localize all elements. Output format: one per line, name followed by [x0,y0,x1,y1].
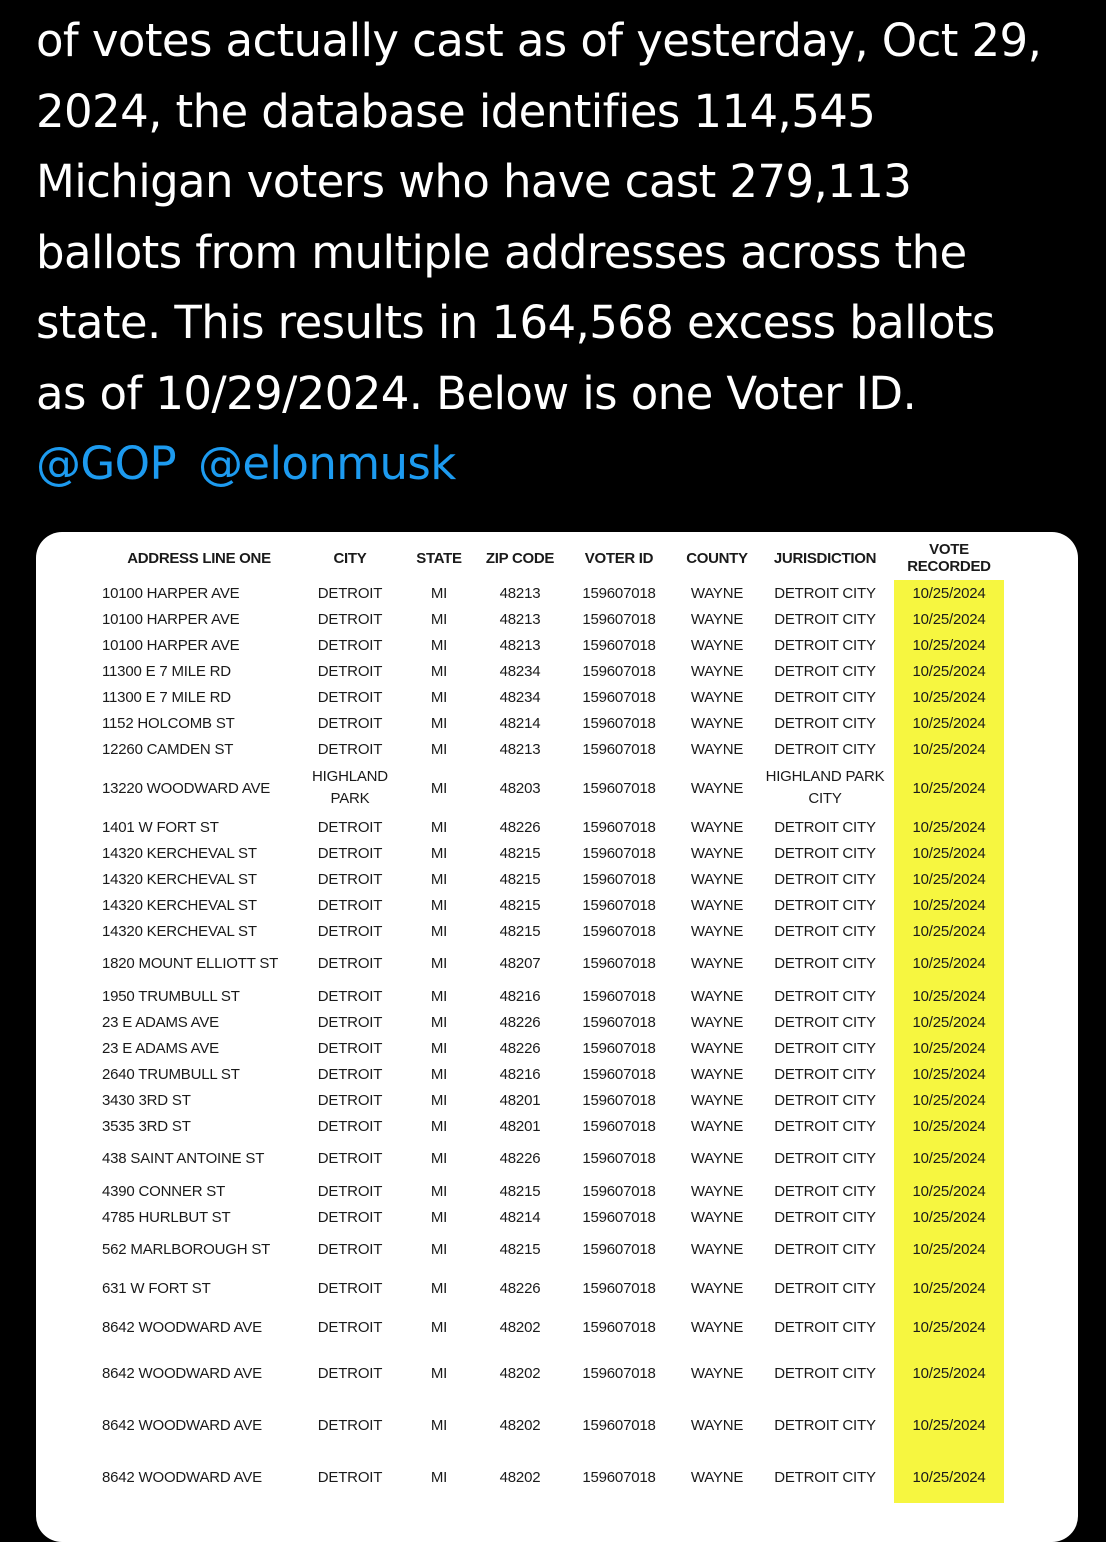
address-cell: 1950 TRUMBULL ST [102,987,240,1005]
state-cell: MI [430,1039,448,1057]
city-cell: DETROIT [317,1091,383,1109]
table-row [96,580,1004,606]
table-row [96,762,1004,814]
vote-recorded-cell: 10/25/2024 [894,840,1004,866]
address-cell: 562 MARLBOROUGH ST [102,1241,271,1258]
column-header-vote-recorded: VOTE RECORDED [894,536,1004,580]
county-cell: WAYNE [690,1416,744,1434]
vote-recorded-cell: 10/25/2024 [894,983,1004,1009]
address-cell: 14320 KERCHEVAL ST [102,896,257,914]
zip-cell: 48215 [499,1182,541,1200]
state-cell: MI [430,584,448,602]
post-line: as of 10/29/2024. Below is one Voter ID. [36,366,917,420]
jurisdiction-cell: DETROIT CITY [774,1319,876,1336]
city-cell: DETROIT [317,896,383,914]
county-cell: WAYNE [690,1319,744,1336]
table-row [96,1308,1004,1347]
city-cell: DETROIT [317,1416,383,1434]
city-cell: DETROIT [317,987,383,1005]
jurisdiction-cell: DETROIT CITY [774,870,876,888]
vote-recorded-cell: 10/25/2024 [894,1230,1004,1269]
voter-id-cell: 159607018 [582,844,656,862]
jurisdiction-cell: DETROIT CITY [774,584,876,602]
city-cell: DETROIT [317,740,383,758]
table-row [96,1269,1004,1308]
zip-cell: 48226 [499,1013,541,1031]
jurisdiction-cell: DETROIT CITY [774,1182,876,1200]
state-cell: MI [430,1416,448,1434]
jurisdiction-cell: DETROIT CITY [774,1150,876,1167]
zip-cell: 48213 [499,610,541,628]
voter-id-cell: 159607018 [582,870,656,888]
address-cell: 8642 WOODWARD AVE [102,1364,262,1382]
jurisdiction-cell: DETROIT CITY [774,610,876,628]
voter-id-cell: 159607018 [582,1416,656,1434]
jurisdiction-cell: DETROIT CITY [774,1241,876,1258]
jurisdiction-cell: DETROIT CITY [774,1208,876,1226]
county-cell: WAYNE [690,740,744,758]
city-cell: DETROIT [317,1182,383,1200]
state-cell: MI [430,688,448,706]
table-row [96,944,1004,983]
city-cell: DETROIT [317,922,383,940]
county-cell: WAYNE [690,1280,744,1297]
state-cell: MI [430,740,448,758]
jurisdiction-cell: DETROIT CITY [774,922,876,940]
voter-id-cell: 159607018 [582,779,656,797]
jurisdiction-cell: DETROIT CITY [774,1280,876,1297]
table-row [96,1451,1004,1503]
county-cell: WAYNE [690,636,744,654]
post-line: state. This results in 164,568 excess ballots [36,296,995,349]
jurisdiction-cell: DETROIT CITY [774,987,876,1005]
voter-id-cell: 159607018 [582,1065,656,1083]
county-cell: WAYNE [690,610,744,628]
vote-recorded-cell: 10/25/2024 [894,580,1004,606]
jurisdiction-cell: DETROIT CITY [774,740,876,758]
state-cell: MI [430,955,448,972]
state-cell: MI [430,1150,448,1167]
vote-recorded-cell: 10/25/2024 [894,762,1004,814]
state-cell: MI [430,1468,448,1486]
county-cell: WAYNE [690,870,744,888]
voter-id-cell: 159607018 [582,584,656,602]
voter-id-cell: 159607018 [582,740,656,758]
table-row [96,1113,1004,1139]
county-cell: WAYNE [690,1364,744,1382]
table-row [96,1087,1004,1113]
table-body [96,580,1004,1503]
state-cell: MI [430,662,448,680]
state-cell: MI [430,779,448,797]
voter-id-cell: 159607018 [582,818,656,836]
table-row [96,1061,1004,1087]
column-header-jurisdiction: JURISDICTION [773,549,877,567]
voter-id-cell: 159607018 [582,1208,656,1226]
zip-cell: 48215 [499,1241,541,1258]
vote-recorded-cell: 10/25/2024 [894,736,1004,762]
jurisdiction-cell: HIGHLAND PARK CITY [765,768,885,807]
zip-cell: 48216 [499,1065,541,1083]
voter-id-cell: 159607018 [582,896,656,914]
state-cell: MI [430,896,448,914]
vote-recorded-cell: 10/25/2024 [894,866,1004,892]
post-line: of votes actually cast as of yesterday, Oct 29, [36,14,1042,67]
zip-cell: 48234 [499,662,541,680]
vote-recorded-cell: 10/25/2024 [894,1269,1004,1308]
zip-cell: 48202 [499,1319,541,1336]
jurisdiction-cell: DETROIT CITY [774,1013,876,1031]
voter-id-cell: 159607018 [582,636,656,654]
vote-recorded-cell: 10/25/2024 [894,1204,1004,1230]
post-body [36,6,1076,500]
county-cell: WAYNE [690,1208,744,1226]
state-cell: MI [430,1241,448,1258]
voter-id-cell: 159607018 [582,1241,656,1258]
mention-gop-link[interactable]: @GOP [36,437,177,490]
state-cell: MI [430,870,448,888]
state-cell: MI [430,714,448,732]
jurisdiction-cell: DETROIT CITY [774,688,876,706]
voter-id-cell: 159607018 [582,1013,656,1031]
county-cell: WAYNE [690,1150,744,1167]
voter-id-cell: 159607018 [582,922,656,940]
vote-recorded-cell: 10/25/2024 [894,1087,1004,1113]
zip-cell: 48213 [499,636,541,654]
zip-cell: 48215 [499,896,541,914]
zip-cell: 48201 [499,1091,541,1109]
county-cell: WAYNE [690,818,744,836]
address-cell: 438 SAINT ANTOINE ST [102,1150,265,1167]
voter-id-cell: 159607018 [582,1319,656,1336]
jurisdiction-cell: DETROIT CITY [774,1065,876,1083]
vote-recorded-cell: 10/25/2024 [894,1308,1004,1347]
address-cell: 10100 HARPER AVE [102,584,240,602]
jurisdiction-cell: DETROIT CITY [774,818,876,836]
zip-cell: 48207 [499,955,541,972]
state-cell: MI [430,1319,448,1336]
city-cell: DETROIT [317,1280,383,1297]
vote-recorded-cell: 10/25/2024 [894,1035,1004,1061]
city-cell: DETROIT [317,688,383,706]
city-cell: DETROIT [317,610,383,628]
zip-cell: 48201 [499,1117,541,1135]
state-cell: MI [430,1182,448,1200]
table-row [96,606,1004,632]
mention-elonmusk-link[interactable]: @elonmusk [198,437,456,490]
jurisdiction-cell: DETROIT CITY [774,1468,876,1486]
table-row [96,658,1004,684]
county-cell: WAYNE [690,1182,744,1200]
county-cell: WAYNE [690,955,744,972]
voter-id-cell: 159607018 [582,662,656,680]
city-cell: DETROIT [317,1013,383,1031]
address-cell: 10100 HARPER AVE [102,610,240,628]
county-cell: WAYNE [690,688,744,706]
state-cell: MI [430,844,448,862]
zip-cell: 48234 [499,688,541,706]
zip-cell: 48202 [499,1416,541,1434]
county-cell: WAYNE [690,779,744,797]
address-cell: 14320 KERCHEVAL ST [102,844,257,862]
address-cell: 631 W FORT ST [102,1280,211,1297]
county-cell: WAYNE [690,1013,744,1031]
table-row [96,1139,1004,1178]
city-cell: DETROIT [317,870,383,888]
county-cell: WAYNE [690,662,744,680]
table-row [96,918,1004,944]
post-line: Michigan voters who have cast 279,113 [36,155,912,208]
column-header-state: STATE [416,549,462,567]
address-cell: 3535 3RD ST [102,1117,191,1135]
address-cell: 4785 HURLBUT ST [102,1208,231,1226]
vote-recorded-cell: 10/25/2024 [894,632,1004,658]
county-cell: WAYNE [690,1091,744,1109]
city-cell: DETROIT [317,1117,383,1135]
vote-recorded-cell: 10/25/2024 [894,1009,1004,1035]
city-cell: DETROIT [317,584,383,602]
state-cell: MI [430,1091,448,1109]
county-cell: WAYNE [690,922,744,940]
table-row [96,1399,1004,1451]
address-cell: 3430 3RD ST [102,1091,191,1109]
table-row [96,1204,1004,1230]
zip-cell: 48226 [499,818,541,836]
city-cell: HIGHLAND PARK [312,768,388,807]
address-cell: 12260 CAMDEN ST [102,740,234,758]
column-header-zip: ZIP CODE [485,549,555,567]
table-row [96,736,1004,762]
address-cell: 10100 HARPER AVE [102,636,240,654]
zip-cell: 48215 [499,870,541,888]
table-row [96,632,1004,658]
voter-id-cell: 159607018 [582,987,656,1005]
jurisdiction-cell: DETROIT CITY [774,1039,876,1057]
state-cell: MI [430,922,448,940]
column-header-county: COUNTY [686,549,748,567]
county-cell: WAYNE [690,1241,744,1258]
state-cell: MI [430,987,448,1005]
address-cell: 1401 W FORT ST [102,818,219,836]
voter-id-cell: 159607018 [582,688,656,706]
voter-id-cell: 159607018 [582,1117,656,1135]
city-cell: DETROIT [317,636,383,654]
table-row [96,710,1004,736]
jurisdiction-cell: DETROIT CITY [774,636,876,654]
zip-cell: 48216 [499,987,541,1005]
vote-recorded-cell: 10/25/2024 [894,1451,1004,1503]
state-cell: MI [430,1065,448,1083]
city-cell: DETROIT [317,1319,383,1336]
jurisdiction-cell: DETROIT CITY [774,1117,876,1135]
county-cell: WAYNE [690,987,744,1005]
vote-recorded-cell: 10/25/2024 [894,1139,1004,1178]
zip-cell: 48226 [499,1150,541,1167]
table-header-row [96,536,1004,580]
address-cell: 11300 E 7 MILE RD [102,662,231,680]
vote-recorded-cell: 10/25/2024 [894,710,1004,736]
vote-recorded-cell: 10/25/2024 [894,1061,1004,1087]
vote-recorded-cell: 10/25/2024 [894,1347,1004,1399]
table-row [96,1178,1004,1204]
city-cell: DETROIT [317,955,383,972]
county-cell: WAYNE [690,1117,744,1135]
jurisdiction-cell: DETROIT CITY [774,714,876,732]
jurisdiction-cell: DETROIT CITY [774,1416,876,1434]
voter-id-cell: 159607018 [582,714,656,732]
address-cell: 2640 TRUMBULL ST [102,1065,240,1083]
county-cell: WAYNE [690,844,744,862]
address-cell: 8642 WOODWARD AVE [102,1468,262,1486]
state-cell: MI [430,1117,448,1135]
state-cell: MI [430,636,448,654]
address-cell: 8642 WOODWARD AVE [102,1319,262,1336]
city-cell: DETROIT [317,1208,383,1226]
state-cell: MI [430,1208,448,1226]
vote-recorded-cell: 10/25/2024 [894,1399,1004,1451]
address-cell: 11300 E 7 MILE RD [102,688,231,706]
vote-recorded-cell: 10/25/2024 [894,658,1004,684]
city-cell: DETROIT [317,714,383,732]
jurisdiction-cell: DETROIT CITY [774,662,876,680]
column-header-voter-id: VOTER ID [584,549,654,567]
voter-id-cell: 159607018 [582,1182,656,1200]
state-cell: MI [430,1280,448,1297]
zip-cell: 48214 [499,714,541,732]
voter-id-cell: 159607018 [582,1091,656,1109]
table-row [96,840,1004,866]
zip-cell: 48203 [499,779,541,797]
city-cell: DETROIT [317,1241,383,1258]
jurisdiction-cell: DETROIT CITY [774,844,876,862]
voter-id-cell: 159607018 [582,955,656,972]
address-cell: 23 E ADAMS AVE [102,1013,219,1031]
vote-recorded-cell: 10/25/2024 [894,684,1004,710]
post-line: ballots from multiple addresses across the [36,225,967,279]
jurisdiction-cell: DETROIT CITY [774,1091,876,1109]
state-cell: MI [430,818,448,836]
zip-cell: 48214 [499,1208,541,1226]
zip-cell: 48215 [499,922,541,940]
city-cell: DETROIT [317,662,383,680]
table-row [96,814,1004,840]
voter-id-cell: 159607018 [582,1039,656,1057]
column-header-address: ADDRESS LINE ONE [127,549,271,567]
city-cell: DETROIT [317,1065,383,1083]
address-cell: 23 E ADAMS AVE [102,1039,219,1057]
voter-id-cell: 159607018 [582,1468,656,1486]
address-cell: 14320 KERCHEVAL ST [102,922,257,940]
vote-recorded-cell: 10/25/2024 [894,814,1004,840]
voter-table [96,536,1004,1503]
city-cell: DETROIT [317,818,383,836]
state-cell: MI [430,1364,448,1382]
state-cell: MI [430,1013,448,1031]
vote-recorded-cell: 10/25/2024 [894,1113,1004,1139]
city-cell: DETROIT [317,1468,383,1486]
zip-cell: 48202 [499,1364,541,1382]
city-cell: DETROIT [317,1150,383,1167]
zip-cell: 48226 [499,1039,541,1057]
city-cell: DETROIT [317,1364,383,1382]
table-row [96,1230,1004,1269]
jurisdiction-cell: DETROIT CITY [774,955,876,972]
table-row [96,1347,1004,1399]
county-cell: WAYNE [690,1468,744,1486]
post-line: 2024, the database identifies 114,545 [36,84,876,138]
column-header-city: CITY [333,549,367,567]
address-cell: 4390 CONNER ST [102,1182,226,1200]
county-cell: WAYNE [690,896,744,914]
table-row [96,866,1004,892]
city-cell: DETROIT [317,1039,383,1057]
table-row [96,892,1004,918]
vote-recorded-cell: 10/25/2024 [894,1178,1004,1204]
vote-recorded-cell: 10/25/2024 [894,944,1004,983]
jurisdiction-cell: DETROIT CITY [774,1364,876,1382]
address-cell: 1820 MOUNT ELLIOTT ST [102,955,279,972]
county-cell: WAYNE [690,1065,744,1083]
voter-id-cell: 159607018 [582,1150,656,1167]
county-cell: WAYNE [690,1039,744,1057]
table-row [96,684,1004,710]
vote-recorded-cell: 10/25/2024 [894,606,1004,632]
zip-cell: 48202 [499,1468,541,1486]
vote-recorded-cell: 10/25/2024 [894,918,1004,944]
zip-cell: 48213 [499,740,541,758]
table-row [96,1035,1004,1061]
voter-id-cell: 159607018 [582,610,656,628]
voter-id-cell: 159607018 [582,1280,656,1297]
vote-recorded-cell: 10/25/2024 [894,892,1004,918]
table-row [96,983,1004,1009]
table-row [96,1009,1004,1035]
jurisdiction-cell: DETROIT CITY [774,896,876,914]
zip-cell: 48226 [499,1280,541,1297]
address-cell: 1152 HOLCOMB ST [102,714,235,732]
mentions-row [36,429,1076,500]
city-cell: DETROIT [317,844,383,862]
zip-cell: 48215 [499,844,541,862]
address-cell: 8642 WOODWARD AVE [102,1416,262,1434]
county-cell: WAYNE [690,584,744,602]
state-cell: MI [430,610,448,628]
address-cell: 13220 WOODWARD AVE [102,779,271,797]
zip-cell: 48213 [499,584,541,602]
voter-id-cell: 159607018 [582,1364,656,1382]
attached-image[interactable] [36,532,1078,1542]
address-cell: 14320 KERCHEVAL ST [102,870,257,888]
county-cell: WAYNE [690,714,744,732]
